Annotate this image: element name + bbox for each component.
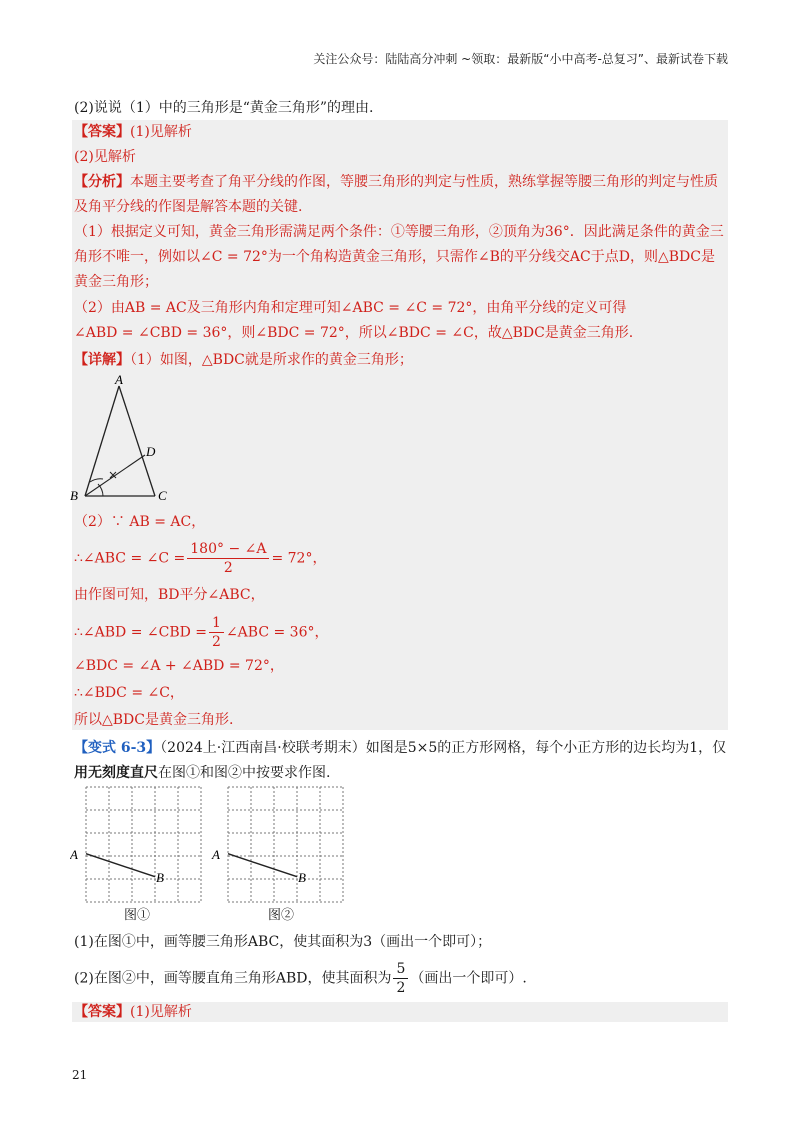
analysis-line-2: 及角平分线的作图是解答本题的关键. <box>74 199 303 215</box>
answer-line-2: (2)见解析 <box>74 149 136 165</box>
solution-step-7: 所以△BDC是黄金三角形. <box>74 712 234 728</box>
grid2-label-a: A <box>212 847 220 862</box>
figure-1-caption: 图① <box>124 908 151 923</box>
question-b2: (2)在图②中，画等腰直角三角形ABD，使其面积为 $\frac{5}{2}$ （画出一个即可）. <box>74 961 527 996</box>
page-header: 关注公众号：陆陆高分冲刺 ~领取：最新版“小中高考-总复习”、最新试卷下载 <box>313 52 728 66</box>
answer-line-1: 【答案】(1)见解析 <box>74 124 192 140</box>
segment-ab <box>86 854 155 877</box>
analysis-part1-line-1: （1）根据定义可知，黄金三角形需满足两个条件：①等腰三角形，②顶角为36°．因此满足条件的黄金三 <box>74 224 724 240</box>
page-number: 21 <box>72 1068 88 1082</box>
solution-step-5: ∠BDC = ∠A + ∠ABD = 72°， <box>74 658 284 674</box>
solution-step-6: ∴∠BDC = ∠C， <box>74 685 184 701</box>
analysis-line-1: 【分析】本题主要考查了角平分线的作图，等腰三角形的判定与性质，熟练掌握等腰三角形的判定与性质 <box>74 174 718 190</box>
question-2: (2)说说（1）中的三角形是“黄金三角形”的理由. <box>74 100 374 116</box>
solution-step-1: （2）∵ AB = AC， <box>74 514 206 530</box>
analysis-part1-line-3: 黄金三角形； <box>74 274 158 290</box>
construction-arc-2 <box>90 479 103 482</box>
label-d: D <box>146 444 156 459</box>
solution-step-2: ∴∠ABC = ∠C = $\frac{180^\circ - \angle A}{2}$ = 72°， <box>74 541 327 576</box>
detail-line: 【详解】（1）如图，△BDC就是所求作的黄金三角形； <box>74 352 413 368</box>
label-b: B <box>70 488 78 503</box>
figure-2-caption: 图② <box>268 908 295 923</box>
segment-ab <box>228 854 297 877</box>
grid1-label-b: B <box>156 870 164 885</box>
question-b1: (1)在图①中，画等腰三角形ABC，使其面积为3（画出一个即可）； <box>74 934 492 950</box>
grid1-label-a: A <box>70 847 78 862</box>
triangle-figure <box>70 372 180 507</box>
grid2-label-b: B <box>298 870 306 885</box>
analysis-part2-line-2: ∠ABD = ∠CBD = 36°，则∠BDC = 72°，所以∠BDC = ∠C，故△BDC是黄金三角形. <box>74 325 634 341</box>
grid-figure-1 <box>86 787 201 902</box>
grid-figure-2 <box>228 787 343 902</box>
answer-line-3: 【答案】(1)见解析 <box>74 1004 192 1020</box>
solution-step-3: 由作图可知，BD平分∠ABC， <box>74 587 265 603</box>
analysis-part1-line-2: 角形不唯一，例如以∠C = 72°为一个角构造黄金三角形，只需作∠B的平分线交AC于点D，则△BDC是 <box>74 249 715 265</box>
label-a: A <box>115 372 123 387</box>
bisector-bd <box>85 455 145 496</box>
side-ac <box>119 386 155 496</box>
solution-step-4: ∴∠ABD = ∠CBD = $\frac{1}{2}$ ∠ABC = 36°， <box>74 615 329 650</box>
label-c: C <box>158 488 167 503</box>
side-ab <box>85 386 119 496</box>
grid-figures <box>70 785 360 925</box>
variant-line-1: 【变式 6-3】（2024上·江西南昌·校联考期末）如图是5×5的正方形网格，每个小正方形的边长均为1，仅 <box>74 740 727 756</box>
variant-line-2: 用无刻度直尺在图①和图②中按要求作图. <box>74 765 331 781</box>
analysis-part2-line-1: （2）由AB = AC及三角形内角和定理可知∠ABC = ∠C = 72°，由角平分线的定义可得 <box>74 300 627 316</box>
